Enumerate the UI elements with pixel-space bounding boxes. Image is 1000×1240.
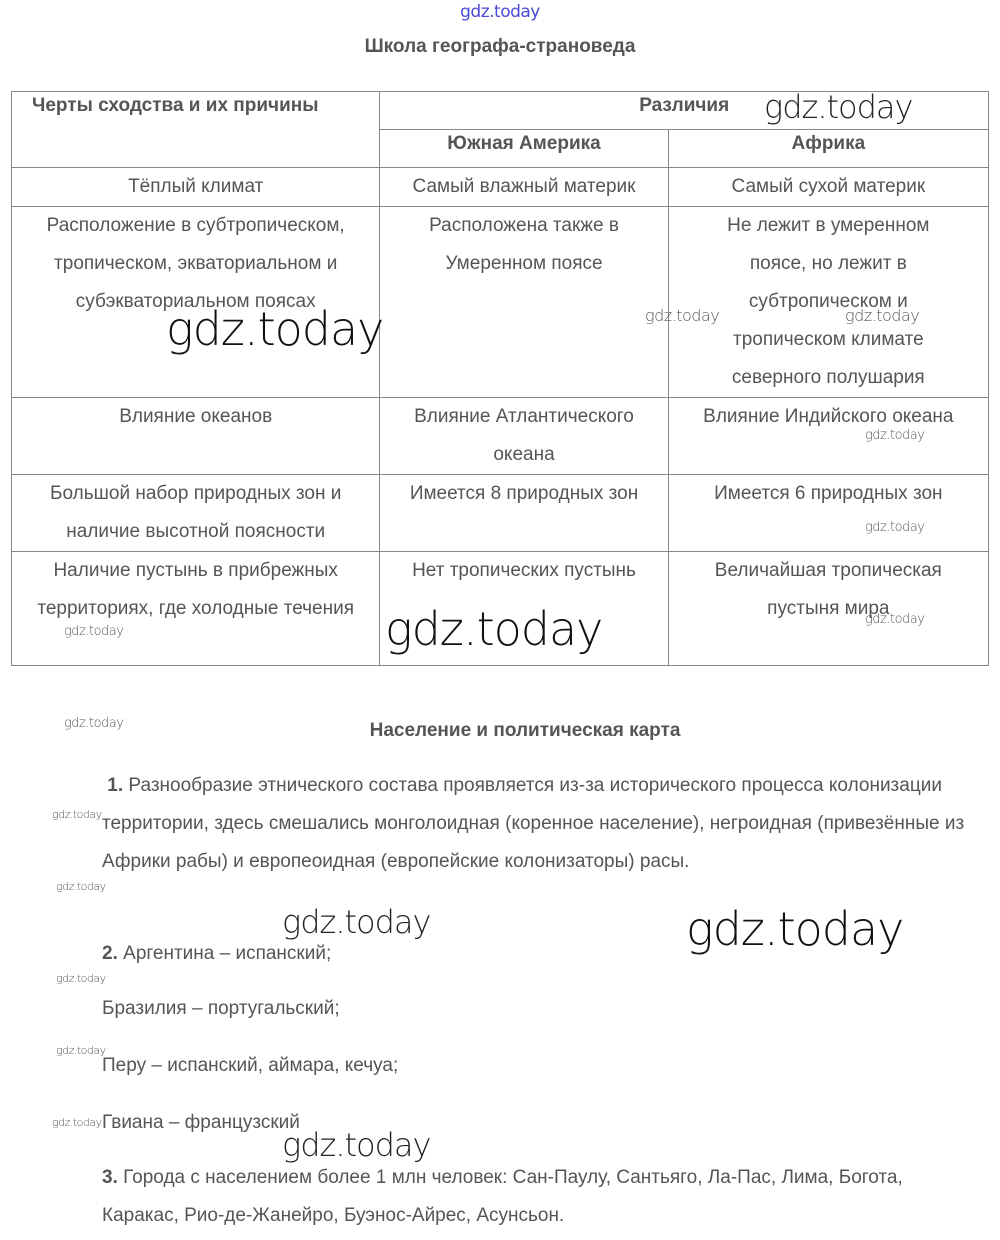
page-title: Школа географа-страноведа xyxy=(364,36,636,57)
watermark: gdz.today xyxy=(282,903,431,941)
cell-africa: Имеется 6 природных зон xyxy=(668,475,988,552)
watermark: gdz.today xyxy=(764,88,913,126)
watermark: gdz.today xyxy=(56,880,106,893)
paragraph-4 xyxy=(102,1047,982,1085)
cell-similarity: Влияние океанов xyxy=(12,398,380,475)
watermark: gdz.today xyxy=(865,428,925,443)
paragraph-3 xyxy=(102,990,982,1028)
item-text: Города с населением более 1 млн человек: Сан-Паулу, Сантьяго, Ла-Пас, Лима, Богота, Каракас, Рио-де-Жанейро, Буэнос-Айрес, Асунсьон. xyxy=(102,1167,903,1226)
cell-africa: Не лежит в умеренном поясе, но лежит в субтропическом и тропическом климате северного полушария xyxy=(668,207,988,398)
item-text: Разнообразие этнического состава проявляется из-за исторического процесса колонизации территории, здесь смешались монголоидная (коренное население), негроидная (привезённые из Африки рабы) и европеоидная (европейские колонизаторы) расы. xyxy=(102,775,965,872)
watermark: gdz.today xyxy=(282,1126,431,1164)
table-row xyxy=(12,207,989,398)
watermark: gdz.today xyxy=(64,624,124,639)
cell-africa: Влияние Индийского океана xyxy=(668,398,988,475)
comparison-table xyxy=(11,91,989,666)
cell-south-america: Имеется 8 природных зон xyxy=(380,475,668,552)
table-row xyxy=(12,398,989,475)
watermark: gdz.today xyxy=(645,306,720,325)
header-similarities: Черты сходства и их причины xyxy=(12,92,380,168)
cell-africa: Самый сухой материк xyxy=(668,168,988,207)
cell-south-america: Самый влажный материк xyxy=(380,168,668,207)
item-text: Бразилия – португальский; xyxy=(102,998,340,1019)
watermark-top: gdz.today xyxy=(460,2,540,22)
table-row xyxy=(12,475,989,552)
header-differences: Различия xyxy=(380,92,989,130)
cell-similarity: Большой набор природных зон и наличие высотной поясности xyxy=(12,475,380,552)
watermark: gdz.today xyxy=(385,602,603,656)
watermark: gdz.today xyxy=(64,716,124,731)
watermark: gdz.today xyxy=(52,1116,102,1129)
cell-south-america: Расположена также в Умеренном поясе xyxy=(380,207,668,398)
header-africa: Африка xyxy=(668,130,988,168)
section-title: Население и политическая карта xyxy=(369,720,681,741)
cell-similarity: Расположение в субтропическом, тропическом, экваториальном и субэкваториальном поясах xyxy=(12,207,380,398)
item-text: Аргентина – испанский; xyxy=(123,943,332,964)
header-south-america: Южная Америка xyxy=(380,130,668,168)
item-number: 1. xyxy=(107,775,124,796)
watermark: gdz.today xyxy=(166,302,384,356)
watermark: gdz.today xyxy=(56,972,106,985)
item-number: 3. xyxy=(102,1167,118,1188)
cell-similarity: Наличие пустынь в прибрежных территориях, где холодные течения xyxy=(12,552,380,666)
watermark: gdz.today xyxy=(865,520,925,535)
cell-south-america: Влияние Атлантического океана xyxy=(380,398,668,475)
cell-africa: Величайшая тропическая пустыня мира xyxy=(668,552,988,666)
watermark: gdz.today xyxy=(865,612,925,627)
paragraph-1 xyxy=(102,767,982,881)
paragraph-5 xyxy=(102,1104,982,1142)
cell-similarity: Тёплый климат xyxy=(12,168,380,207)
item-number: 2. xyxy=(102,943,118,964)
watermark: gdz.today xyxy=(56,1044,106,1057)
watermark: gdz.today xyxy=(686,902,904,956)
watermark: gdz.today xyxy=(845,306,920,325)
paragraph-6 xyxy=(102,1159,982,1235)
watermark: gdz.today xyxy=(52,808,102,821)
cell-south-america: Нет тропических пустынь xyxy=(380,552,668,666)
item-text: Перу – испанский, аймара, кечуа; xyxy=(102,1055,399,1076)
table-row xyxy=(12,168,989,207)
item-text: Гвиана – французский xyxy=(102,1112,300,1133)
